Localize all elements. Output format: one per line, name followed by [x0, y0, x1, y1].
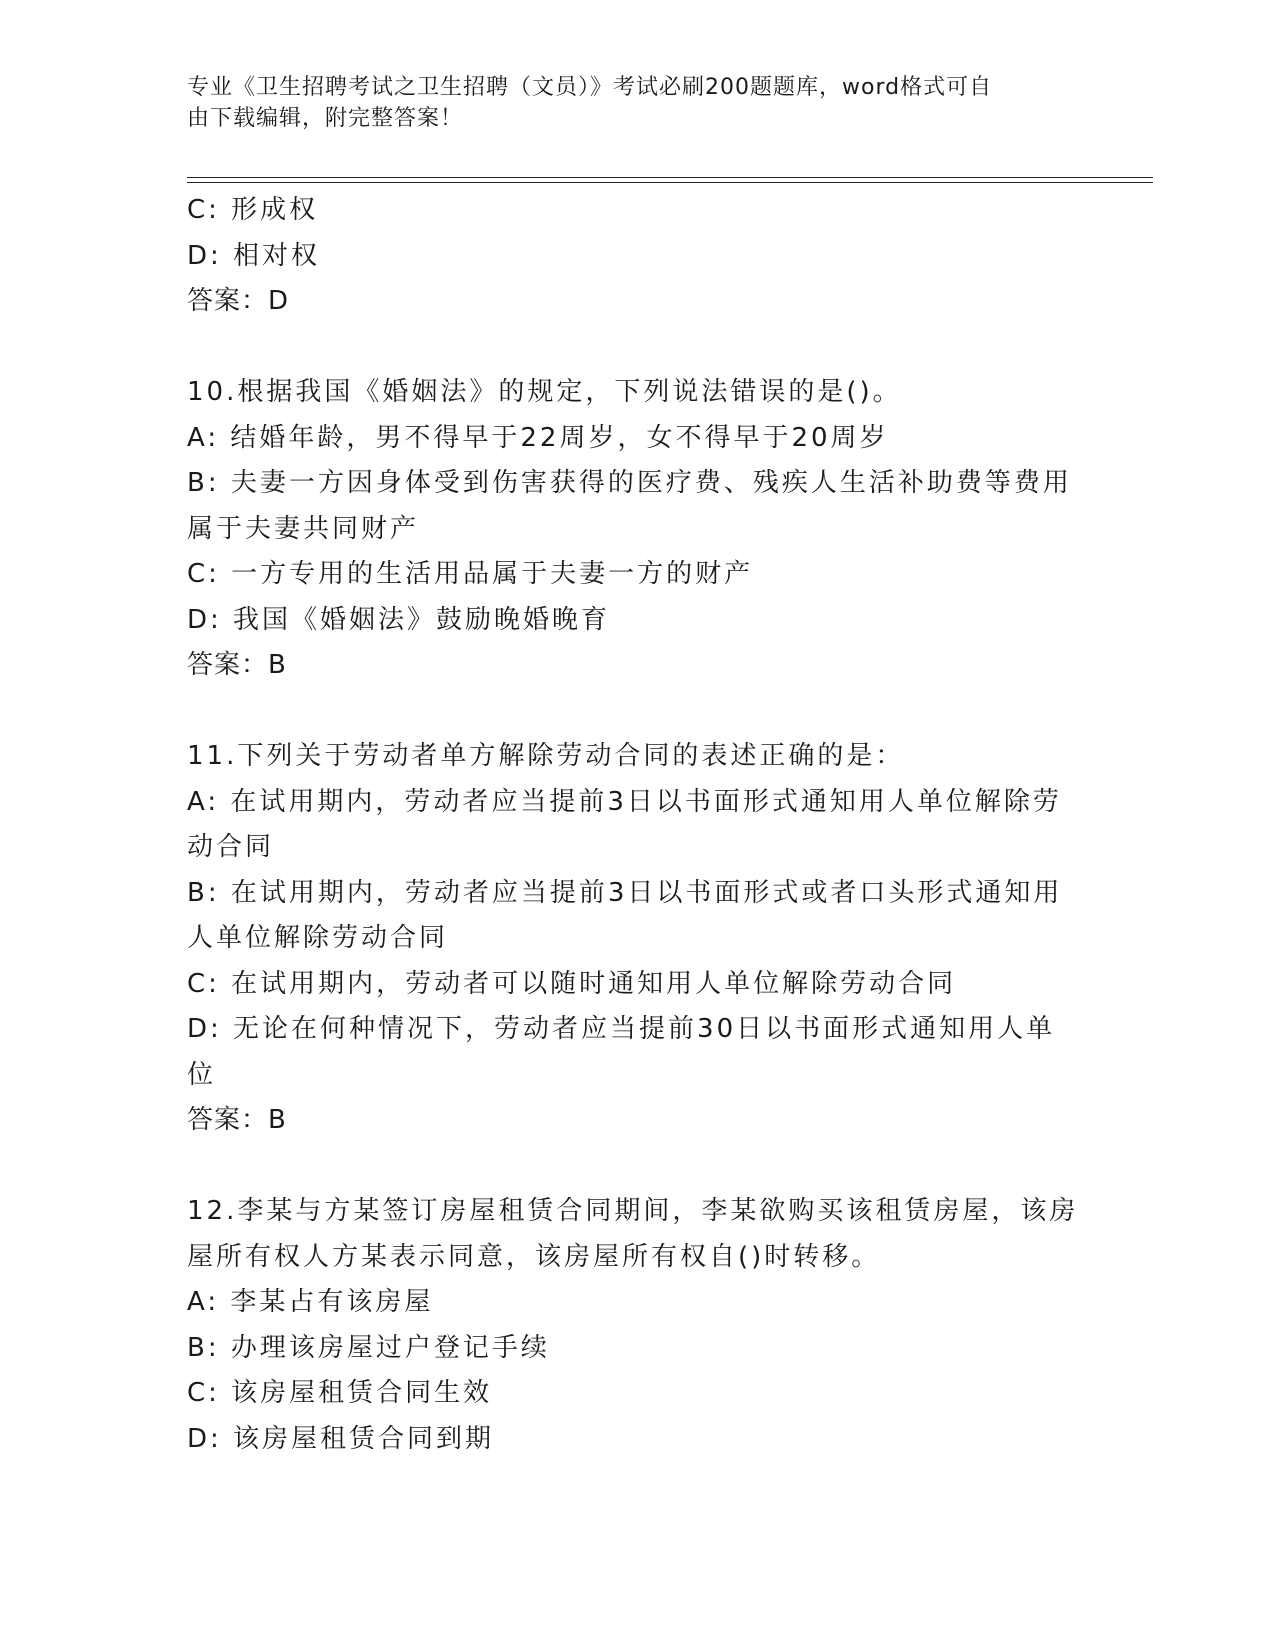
q10-question: 10.根据我国《婚姻法》的规定，下列说法错误的是()。: [187, 377, 902, 407]
q12-question-line-2: 屋所有权人方某表示同意，该房屋所有权自()时转移。: [187, 1241, 881, 1272]
q12-option-a: A: 李某占有该房屋: [187, 1287, 434, 1317]
question-11: [187, 734, 1067, 1144]
question-9-tail: [187, 188, 1067, 325]
header-divider-top: [187, 177, 1153, 178]
q10-answer: 答案：B: [187, 650, 287, 680]
q11-option-c: C: 在试用期内，劳动者可以随时通知用人单位解除劳动合同: [187, 968, 957, 999]
q12-option-c: C: 该房屋租赁合同生效: [187, 1378, 493, 1408]
header-line-1: 专业《卫生招聘考试之卫生招聘（文员）》考试必刷200题题库，word格式可自: [187, 75, 993, 100]
q10-option-b-line-2: 属于夫妻共同财产: [187, 513, 420, 544]
question-10: [187, 370, 1072, 689]
q10-option-c: C: 一方专用的生活用品属于夫妻一方的财产: [187, 559, 754, 589]
document-header: [187, 72, 1067, 134]
spacer: [187, 689, 1067, 735]
q11-answer: 答案：B: [187, 1105, 287, 1135]
q11-option-b-line-2: 人单位解除劳动合同: [187, 923, 449, 953]
question-12: [187, 1189, 1079, 1462]
q11-option-a-line-2: 动合同: [187, 832, 275, 862]
q11-option-d-line-2: 位: [187, 1059, 217, 1090]
question-list: [187, 188, 1079, 1462]
q10-option-b-line-1: B: 夫妻一方因身体受到伤害获得的医疗费、残疾人生活补助费等费用: [187, 468, 1072, 498]
q9-answer: 答案：D: [187, 286, 290, 316]
q11-option-d-line-1: D: 无论在何种情况下，劳动者应当提前30日以书面形式通知用人单: [187, 1014, 1056, 1044]
q9-option-c: C: 形成权: [187, 195, 319, 225]
q12-option-d: D: 该房屋租赁合同到期: [187, 1423, 495, 1454]
q11-question: 11.下列关于劳动者单方解除劳动合同的表述正确的是：: [187, 741, 905, 771]
q12-option-b: B: 办理该房屋过户登记手续: [187, 1332, 550, 1363]
header-line-2: 由下载编辑，附完整答案！: [187, 106, 464, 131]
spacer: [187, 325, 1067, 371]
q9-option-d: D: 相对权: [187, 240, 321, 271]
q10-option-d: D: 我国《婚姻法》鼓励晚婚晚育: [187, 604, 611, 635]
q11-option-b-line-1: B: 在试用期内，劳动者应当提前3日以书面形式或者口头形式通知用: [187, 877, 1063, 908]
header-divider-bottom: [187, 182, 1153, 183]
q12-question-line-1: 12.李某与方某签订房屋租赁合同期间，李某欲购买该租赁房屋，该房: [187, 1196, 1079, 1226]
q11-option-a-line-1: A: 在试用期内，劳动者应当提前3日以书面形式通知用人单位解除劳: [187, 786, 1062, 817]
q10-option-a: A: 结婚年龄，男不得早于22周岁，女不得早于20周岁: [187, 422, 889, 453]
spacer: [187, 1144, 1067, 1190]
